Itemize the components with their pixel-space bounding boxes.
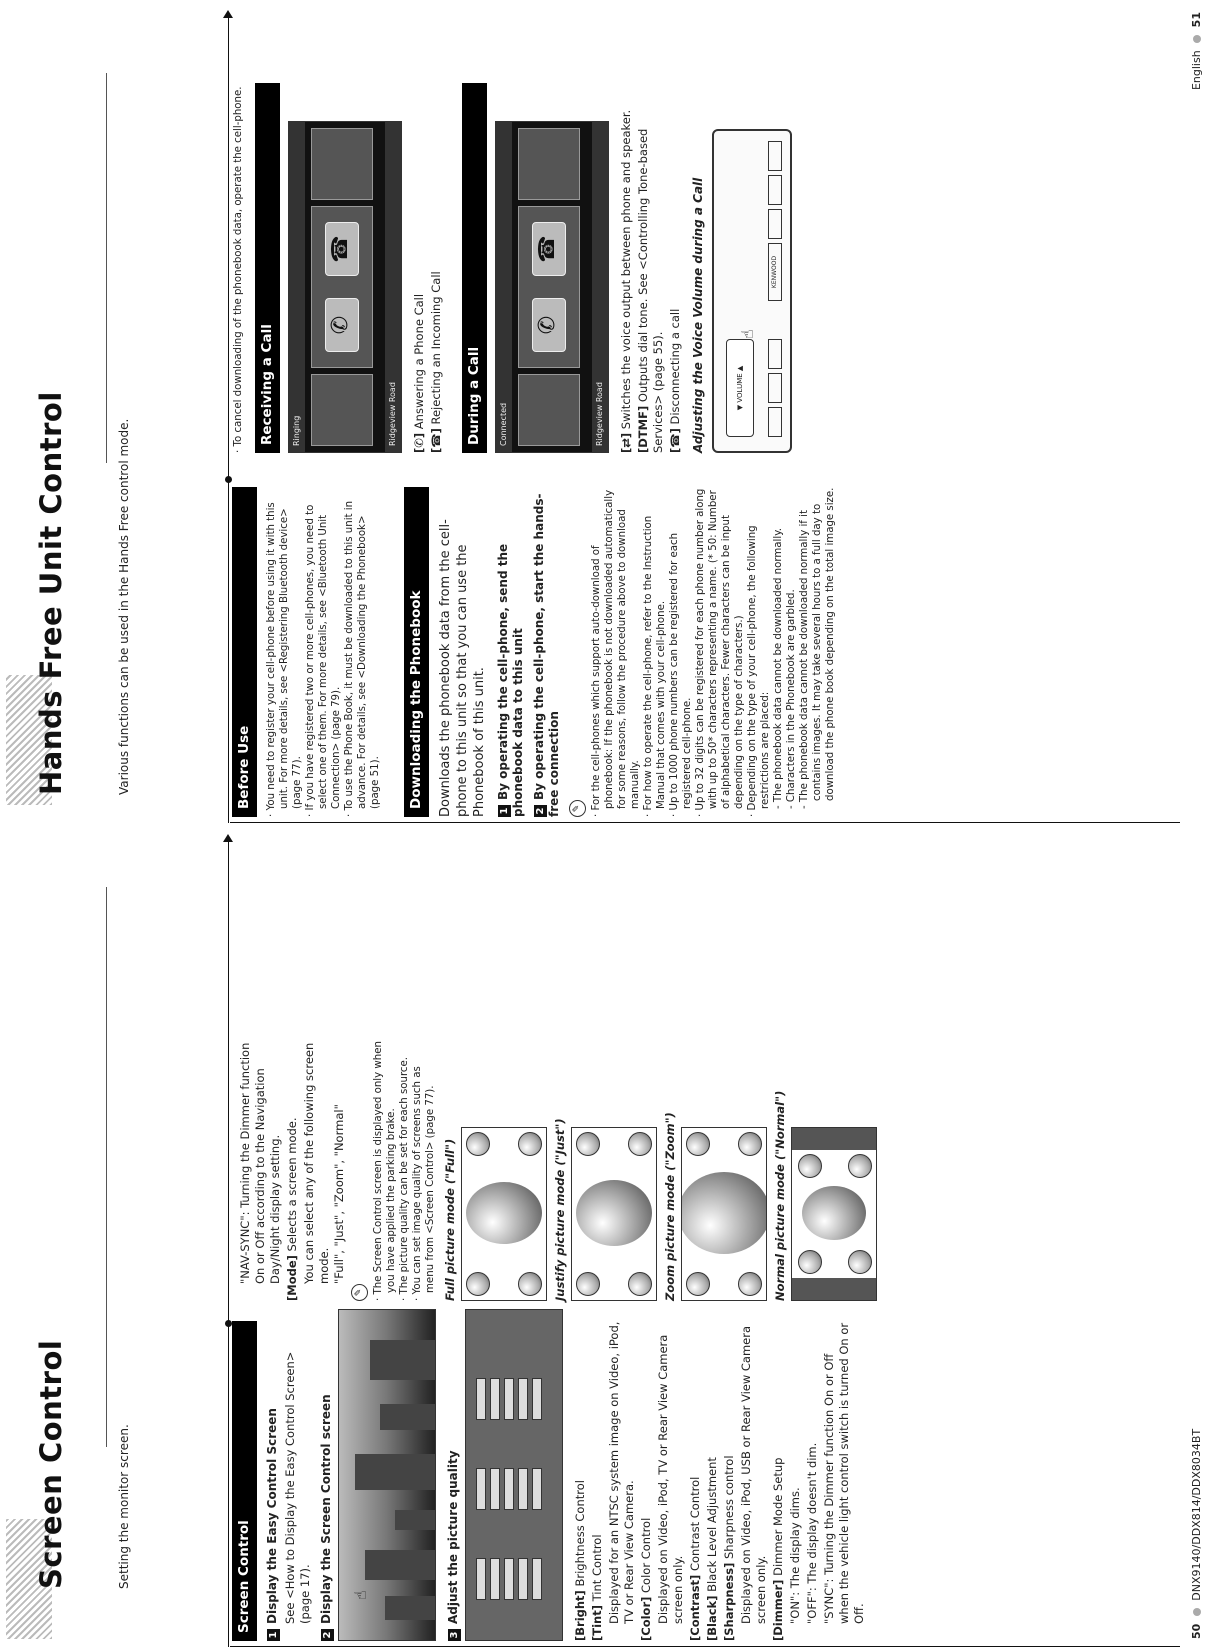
note-subitem: - The phonebook data cannot be downloaded normally if it contains images. It may take several hours to a full day to download the phone book depending on the total image size. [799,487,836,809]
list-text: To use the Phone Book, it must be downloaded to this unit in advance. For details, see <Downloading the Phonebook> (page 51). [344,500,381,811]
page-title: Screen Control [34,1339,68,1589]
note-text: For the cell-phones which support auto-download of phonebook: If the phonebook is not downloaded automatically for some reasons, follow the procedure above to download manually. [591,489,641,811]
during-call-screenshot [495,121,609,453]
slider-control [518,1378,528,1420]
note-list [372,1041,437,1301]
page-footer [1190,1429,1203,1639]
dot-icon [225,1320,232,1327]
note-text: Up to 32 digits can be registered for each phone number along with up to 50* characters representing a name. (* 50: Number of alphabetical characters. Fewer characters can be input depending on the type of characters.) [695,488,745,811]
term-row [771,1321,786,1641]
screen-mode-column [238,1041,881,1301]
small-circle [848,1250,872,1274]
large-circle [681,1172,767,1254]
title-rule [106,887,107,1447]
caller-name: Ridgeview Road [385,122,401,452]
caller-info-panel [518,374,580,446]
arrow-icon [223,10,233,18]
navsync-text: "NAV-SYNC": Turning the Dimmer function On or Off according to the Navigation Day/Night display setting. [238,1042,282,1284]
large-circle [466,1182,542,1244]
panel-key [768,407,782,437]
term-detail: Displayed on Video, iPod, USB or Rear View Camera screen only. [739,1325,768,1624]
term-text: Sharpness control [722,1455,736,1560]
answer-call-icon[interactable]: ✆ [325,298,359,352]
switch-row [619,83,634,453]
note-text: The Screen Control screen is displayed only when you have applied the parking brake. [373,1041,397,1295]
list-item: · To use the Phone Book, it must be downloaded to this unit in advance. For details, see <Downloading the Phonebook> (page 51). [344,500,381,817]
volume-label: VOLUME [736,373,744,403]
step-1 [265,1321,280,1641]
term-row [639,1321,654,1641]
term-key: [Black] [705,1595,719,1641]
footer-dot-icon [1193,35,1201,43]
column-line [230,822,1180,823]
caller-name: Ridgeview Road [592,122,608,452]
term-row [722,1321,737,1641]
answer-row [412,83,427,453]
download-lead: Downloads the phonebook data from the cell-phone to this unit so that you can use the Phonebook of this unit. [438,519,487,817]
slider-control [518,1468,528,1510]
mode-detail: You can select any of the following screen mode. [302,1042,331,1284]
side-band [792,1128,876,1150]
note-text: Depending on the type of your cell-phone, the following restrictions are placed: [747,525,771,811]
spacer [245,83,255,453]
slider-control [504,1558,514,1600]
term-text: Switches the voice output between phone and speaker. [619,109,633,430]
small-circle [628,1272,652,1296]
picture-mode-title: Justify picture mode ("Just") [553,1118,567,1301]
term-list [573,1321,867,1641]
term-key: [Sharpness] [722,1562,736,1641]
note-item: · For the cell-phones which support auto-download of phonebook: If the phonebook is not downloaded automatically for some reasons, follow the procedure above to download manually. [591,489,641,817]
slider-control [532,1468,542,1510]
note-text: To cancel downloading of the phonebook data, operate the cell-phone. [233,86,244,447]
term-key: [Mode] [285,1255,299,1301]
spacer [446,83,462,453]
term-text: Outputs dial tone. See <Controlling Tone-based Services> (page 55). [636,128,665,453]
dtmf-row [636,83,666,453]
note-item: · For how to operate the cell-phone, refer to the Instruction Manual that comes with your cell-phone. [643,515,667,817]
picture-mode-title: Zoom picture mode ("Zoom") [663,1112,677,1301]
panel-key [768,339,782,369]
building [380,1404,435,1430]
slider-control [532,1558,542,1600]
term-text: Selects a screen mode. [285,1117,299,1252]
page-number: 50 [1190,1623,1203,1639]
small-circle [576,1132,600,1156]
note-text: The picture quality can be set for each source. [399,1056,410,1295]
step-3 [446,1321,461,1641]
note-item: · Up to 32 digits can be registered for each phone number along with up to 50* characters representing a name. (* 50: Number of alphabetical characters. Fewer characters can be input depending on the type of characters.) [695,488,745,817]
slider-control [476,1558,486,1600]
slider-control [518,1558,528,1600]
large-circle [576,1180,652,1246]
arrow-icon [223,834,233,842]
disconnect-row [668,83,683,453]
small-circle [686,1272,710,1296]
section-line [228,18,229,823]
small-circle [848,1154,872,1178]
note-subitem: - Characters in the Phonebook are garbled. [786,589,797,809]
term-detail: "SYNC": Turning the Dimmer function On or Off when the vehicle light control switch is turned On or Off. [822,1322,866,1624]
note-item: · The Screen Control screen is displayed only when you have applied the parking brake. [373,1041,397,1301]
screen-control-screenshot [465,1309,563,1641]
term-detail: Displayed on Video, iPod, TV or Rear View Camera screen only. [656,1334,685,1624]
full-mode-illustration [461,1127,547,1301]
panel-key [768,209,782,239]
small-circle [518,1272,542,1296]
section-header: Before Use [232,487,257,817]
caller-info-panel [311,374,373,446]
list-text: If you have registered two or more cell-phones, you need to select one of them. For more details, see <Bluetooth Unit Connection> (page 79). [305,504,342,811]
note-text: You can set image quality of screens such as menu from <Screen Control> (page 77). [412,1066,436,1295]
picture-mode-title: Full picture mode ("Full") [443,1138,457,1301]
status-bar: Connected [496,122,512,452]
small-circle [518,1132,542,1156]
hand-pointer-icon: ☝ [738,329,757,339]
building [365,1550,435,1580]
receiving-call-screenshot [288,121,402,453]
section-header: Receiving a Call [255,83,280,453]
step-text: See <How to Display the Easy Control Screen> (page 17). [283,1351,312,1624]
term-text: Color Control [639,1517,653,1593]
screen-control-column [232,1321,869,1641]
slider-control [504,1378,514,1420]
term-key: [Tint] [590,1605,604,1641]
section-header: Downloading the Phonebook [404,487,429,817]
term-text: Contrast Control [688,1476,702,1572]
status-bar: Ringing [289,122,305,452]
term-key: [Contrast] [688,1574,702,1641]
page-intro: Various functions can be used in the Hands Free control mode. [117,418,131,795]
note-item: · Up to 1000 phone numbers can be registered for each registered cell-phone. [669,532,693,817]
small-circle [628,1132,652,1156]
term-row [590,1321,605,1641]
slider-control [490,1378,500,1420]
step-1 [496,487,526,817]
note-icon: ✎ [569,800,586,817]
step-number: 2 [534,805,547,817]
building [385,1596,435,1620]
page-50 [0,824,1209,1647]
term-text: Black Level Adjustment [705,1457,719,1592]
zoom-mode-illustration [681,1127,767,1301]
small-circle [738,1132,762,1156]
slider-control [504,1468,514,1510]
step-number: 2 [321,1629,334,1641]
mode-options: "Full", "Just", "Zoom", "Normal" [332,1104,346,1284]
term-text: Brightness Control [573,1480,587,1587]
before-use-list [265,487,382,817]
note-item: · Depending on the type of your cell-phone, the following restrictions are placed: [747,525,771,817]
disconnect-key-icon: [☎] [668,428,682,453]
step-number: 1 [267,1629,280,1641]
small-circle [798,1250,822,1274]
step-title: By operating the cell-phone, start the hands-free connection [532,493,561,817]
page-number: 51 [1190,12,1203,28]
note-icon: ✎ [351,1284,368,1301]
term-key: [Dimmer] [771,1579,785,1641]
just-mode-illustration [571,1127,657,1301]
term-detail: "ON": The display dims. [788,1487,802,1624]
mode-row [285,1041,300,1301]
language-label: English [1190,50,1203,91]
footer-dot-icon [1193,1608,1201,1616]
normal-mode-illustration [791,1127,877,1301]
hand-pointer-icon: ☝ [351,1590,370,1600]
step-number: 3 [448,1629,461,1641]
term-detail: Displayed for an NTSC system image on Video, iPod, TV or Rear View Camera. [607,1321,636,1624]
options-panel [311,128,373,200]
list-item: · You need to register your cell-phone before using it with this unit. For more details, see <Registering Bluetooth device> (page 77). [266,502,303,817]
term-text: Answering a Phone Call [412,293,426,430]
term-key: [Color] [639,1596,653,1641]
handset-icon[interactable]: ✆ [532,298,566,352]
section-header: During a Call [462,83,487,453]
section-line [228,842,229,1647]
list-text: You need to register your cell-phone before using it with this unit. For more details, see <Registering Bluetooth device> (page 77). [266,502,303,811]
volume-control[interactable]: ▼ VOLUME ▲ [726,339,754,437]
building [370,1340,435,1380]
slider-control [490,1558,500,1600]
picture-mode-title: Normal picture mode ("Normal") [773,1090,787,1301]
slider-control [490,1468,500,1510]
disconnect-icon[interactable]: ☎ [532,222,566,276]
term-text: Dimmer Mode Setup [771,1457,785,1576]
volume-title: Adjusting the Voice Volume during a Call [691,177,705,453]
small-circle [466,1132,490,1156]
title-rule [106,73,107,463]
panel-key [768,141,782,171]
term-detail: "OFF": The display doesn't dim. [805,1442,819,1624]
note-text: Up to 1000 phone numbers can be registered for each registered cell-phone. [669,532,693,811]
options-panel [518,128,580,200]
term-text: Disconnecting a call [668,308,682,425]
model-name: DNX9140/DDX814/DDX8034BT [1190,1428,1203,1601]
building [355,1454,435,1490]
term-text: Rejecting an Incoming Call [429,271,443,425]
term-key: [DTMF] [636,405,650,453]
note-text: For how to operate the cell-phone, refer to the Instruction Manual that comes with your cell-phone. [643,515,667,811]
phonebook-column [232,487,837,817]
download-notes [590,487,837,817]
dot-icon [225,476,232,483]
slider-control [532,1378,542,1420]
step-number: 1 [498,805,511,817]
page-footer [1190,12,1203,90]
small-circle [466,1272,490,1296]
reject-call-icon[interactable]: ☎ [325,222,359,276]
small-circle [798,1154,822,1178]
speaker-switch-icon: [⇄] [619,432,633,453]
step-title: Display the Easy Control Screen [265,1408,279,1624]
note-subitem: - The phonebook data cannot be downloaded normally. [773,527,784,809]
step-2 [532,487,562,817]
term-row [688,1321,703,1641]
cancel-note: · To cancel downloading of the phonebook data, operate the cell-phone. [233,86,244,453]
list-item: · If you have registered two or more cell-phones, you need to select one of them. For more details, see <Bluetooth Unit Connection> (page 79). [305,504,342,817]
slider-control [476,1468,486,1510]
spacer [382,487,404,817]
term-key: [Bright] [573,1590,587,1641]
answer-icon: [✆] [412,432,426,453]
reject-row [429,83,444,453]
panel-key [768,373,782,403]
term-row [705,1321,720,1641]
side-band [792,1278,876,1300]
head-unit-panel-illustration [712,129,792,453]
note-item: · You can set image quality of screens such as menu from <Screen Control> (page 77). [412,1066,436,1301]
small-circle [686,1132,710,1156]
call-column [232,83,792,453]
step-2 [319,1321,334,1641]
step-title: Adjust the picture quality [446,1450,460,1624]
small-circle [576,1272,600,1296]
page-title: Hands Free Unit Control [34,391,68,795]
note-item: · The picture quality can be set for each source. [399,1056,410,1301]
building [395,1510,435,1530]
easy-control-screenshot [338,1309,436,1641]
small-circle [738,1272,762,1296]
panel-key [768,175,782,205]
section-header: Screen Control [232,1321,257,1641]
term-row [573,1321,588,1641]
step-title: By operating the cell-phone, send the phonebook data to this unit [496,543,525,817]
page-intro: Setting the monitor screen. [117,1424,131,1589]
page-51 [0,0,1209,823]
term-text: Tint Control [590,1534,604,1602]
slider-control [476,1378,486,1420]
step-title: Display the Screen Control screen [319,1394,333,1624]
brand-label: KENWOOD [768,243,782,301]
reject-icon: [☎] [429,428,443,453]
large-circle [802,1186,866,1240]
